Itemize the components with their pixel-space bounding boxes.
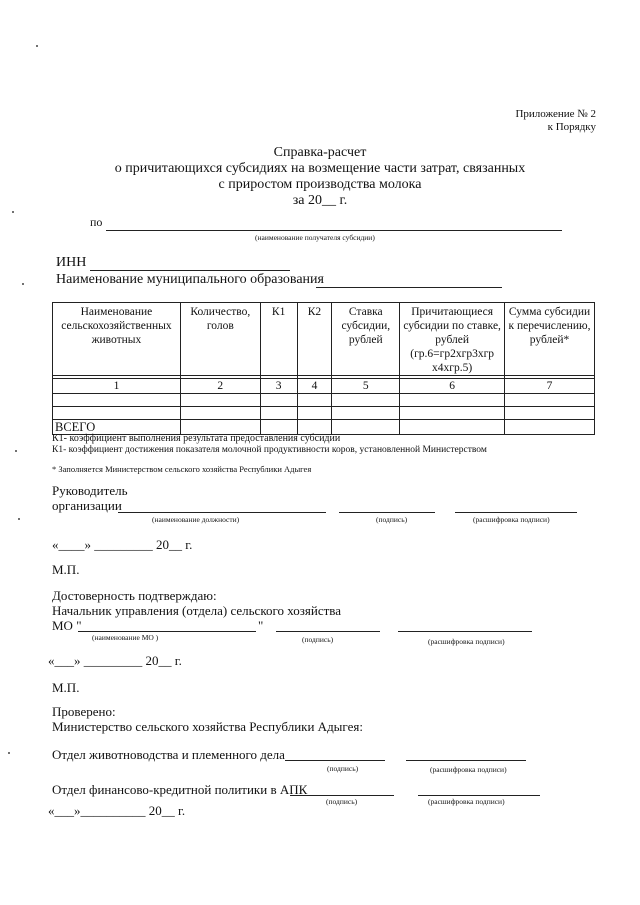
caption-mo: (наименование МО ): [92, 633, 159, 642]
doc-period: за 20__ г.: [292, 193, 348, 208]
table-row[interactable]: [53, 394, 595, 407]
footnote: * Заполняется Министерством сельского хозяйства Республики Адыгея: [52, 464, 312, 474]
table-number-row: [53, 379, 595, 394]
confirm-seal: М.П.: [52, 680, 80, 695]
scan-speck: [12, 211, 14, 213]
appendix-order: к Порядку: [547, 121, 596, 133]
col-number: 5: [332, 379, 400, 394]
recipient-line[interactable]: [106, 230, 562, 231]
head-organization: организации: [52, 498, 122, 513]
col-number: 6: [400, 379, 505, 394]
dept-livestock: Отдел животноводства и племенного дела: [52, 747, 285, 762]
dept2-signature-line[interactable]: [290, 795, 394, 796]
dept-finance: Отдел финансово-кредитной политики в АПК: [52, 782, 308, 797]
subsidy-table: [52, 302, 595, 435]
col-number: 2: [180, 379, 260, 394]
caption-signature: (подпись): [376, 515, 408, 524]
checked-title: Проверено:: [52, 704, 116, 719]
mo-suffix: ": [258, 618, 264, 633]
header-transfer-sum: Сумма субсидии к перечислению, рублей*: [505, 303, 595, 376]
col-number: 4: [297, 379, 332, 394]
mo-prefix: МО ": [52, 618, 82, 633]
scan-speck: [36, 45, 38, 47]
doc-subtitle-1: о причитающихся субсидиях на возмещение части затрат, связанных: [114, 161, 526, 176]
head-seal: М.П.: [52, 562, 80, 577]
caption-name: (расшифровка подписи): [428, 637, 505, 646]
table-header-row: [53, 303, 595, 376]
dept2-name-line[interactable]: [418, 795, 540, 796]
municipality-line[interactable]: [316, 287, 502, 288]
recipient-label: по: [90, 215, 103, 229]
doc-title: Справка-расчет: [273, 145, 367, 160]
scan-speck: [18, 518, 20, 520]
col-number: 7: [505, 379, 595, 394]
head-position-line[interactable]: [118, 512, 326, 513]
confirm-title: Достоверность подтверждаю:: [52, 588, 217, 603]
dept1-name-line[interactable]: [406, 760, 526, 761]
confirm-name-line[interactable]: [398, 631, 532, 632]
total-label: ВСЕГО: [53, 420, 181, 435]
head-signature-line[interactable]: [339, 512, 435, 513]
scan-speck: [8, 752, 10, 754]
caption-position: (наименование должности): [152, 515, 240, 524]
scan-speck: [15, 450, 17, 452]
mo-name-line[interactable]: [78, 631, 256, 632]
header-animals: Наименование сельскохозяйственных животных: [53, 303, 181, 376]
head-date[interactable]: «____» _________ 20__ г.: [52, 537, 193, 552]
caption-signature: (подпись): [326, 797, 358, 806]
confirm-date[interactable]: «___» _________ 20__ г.: [48, 653, 182, 668]
caption-name: (расшифровка подписи): [428, 797, 505, 806]
caption-name: (расшифровка подписи): [473, 515, 550, 524]
header-rate: Ставка субсидии, рублей: [332, 303, 400, 376]
checked-date[interactable]: «___»__________ 20__ г.: [48, 803, 186, 818]
table-row[interactable]: [53, 407, 595, 420]
col-number: 1: [53, 379, 181, 394]
header-due-subsidy: Причитающиеся субсидии по ставке, рублей (гр.6=гр2хгр3хгр х4хгр.5): [400, 303, 505, 376]
dept1-signature-line[interactable]: [285, 760, 385, 761]
municipality-label: Наименование муниципального образования: [56, 272, 324, 287]
header-k1: К1: [260, 303, 297, 376]
head-title: Руководитель: [52, 483, 128, 498]
inn-line[interactable]: [90, 270, 290, 271]
confirm-signature-line[interactable]: [276, 631, 380, 632]
header-k2: К2: [297, 303, 332, 376]
scan-speck: [22, 283, 24, 285]
appendix-number: Приложение № 2: [515, 108, 596, 120]
ministry-name: Министерство сельского хозяйства Республики Адыгея:: [52, 719, 363, 734]
note-k1: К1- коэффициент выполнения результата предоставления субсидии: [52, 433, 341, 444]
caption-signature: (подпись): [302, 635, 334, 644]
caption-name: (расшифровка подписи): [430, 765, 507, 774]
note-k2: К1- коэффициент достижения показателя молочной продуктивности коров, установленной Министерством: [52, 445, 487, 455]
inn-label: ИНН: [56, 255, 87, 270]
header-count: Количество, голов: [180, 303, 260, 376]
caption-signature: (подпись): [327, 764, 359, 773]
confirm-position: Начальник управления (отдела) сельского хозяйства: [52, 603, 342, 618]
col-number: 3: [260, 379, 297, 394]
doc-subtitle-2: с приростом производства молока: [218, 177, 422, 192]
head-name-line[interactable]: [455, 512, 577, 513]
recipient-caption: (наименование получателя субсидии): [255, 233, 375, 242]
